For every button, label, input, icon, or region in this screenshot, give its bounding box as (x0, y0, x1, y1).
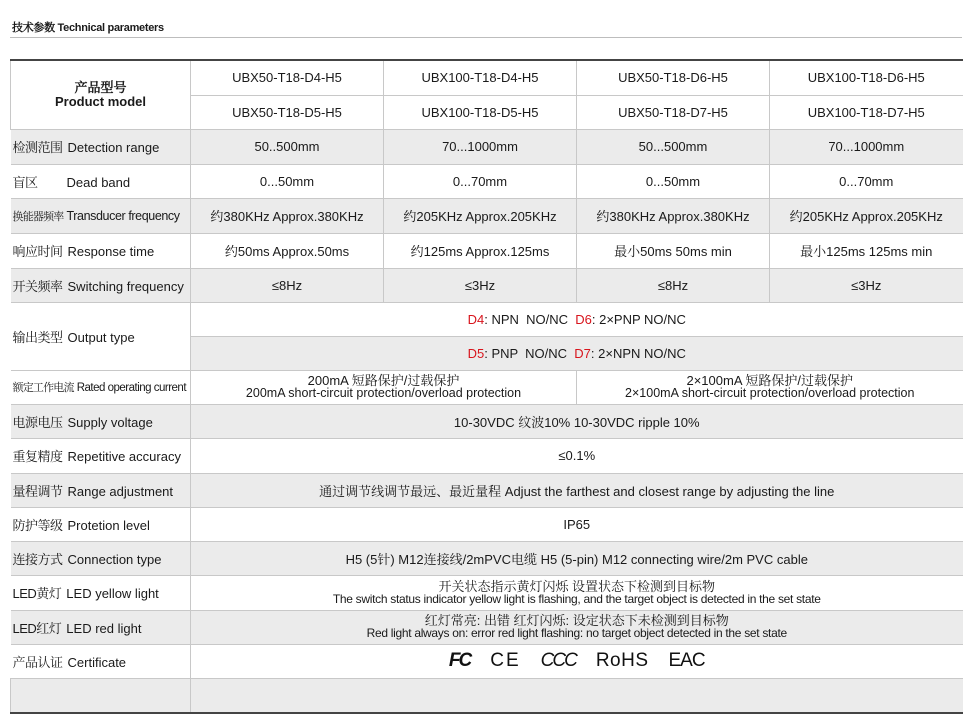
output-code: D5 (467, 345, 485, 361)
label-en: Response time (67, 244, 155, 259)
model-row-1 (11, 60, 963, 95)
label-cn: 换能器频率 (12, 210, 64, 223)
label-cn: 开关频率 (12, 278, 63, 294)
rated-current-cn: 2×100mA 短路保护/过载保护 (686, 373, 854, 388)
repetitive-accuracy-row (11, 438, 963, 473)
rated-current-single (191, 370, 577, 404)
value-cell: 约205KHz Approx.205KHz (384, 198, 577, 233)
rated-current-dual (577, 370, 963, 404)
label-en: Rated operating current (76, 382, 187, 394)
label-cn: 盲区 (12, 174, 38, 190)
empty-cell (191, 678, 963, 713)
certificate-row (11, 644, 963, 678)
product-model-label-en: Product model (54, 93, 146, 109)
label-cn: 重复精度 (12, 449, 63, 464)
value-cell: 最小50ms 50ms min (577, 233, 770, 268)
supply-voltage-row (11, 404, 963, 438)
eac-logo-icon: EAC (668, 650, 705, 671)
protection-level-value: IP65 (191, 507, 963, 541)
label-en: Certificate (67, 654, 127, 670)
ce-logo-icon: CE (490, 650, 521, 671)
label-en: Protetion level (67, 517, 150, 533)
value-cell: 0...70mm (770, 164, 963, 198)
led-yellow-row (11, 575, 963, 610)
led-red-en: Red light always on: error red light flashing: no target object detected in the set state (366, 626, 787, 640)
switching-frequency-label (11, 268, 191, 302)
product-model-label-cn: 产品型号 (74, 79, 127, 95)
output-code: D4 (467, 311, 485, 327)
value-cell: 约205KHz Approx.205KHz (770, 198, 963, 233)
product-model-label (11, 60, 191, 129)
transducer-frequency-row (11, 198, 963, 233)
model-cell: UBX50-T18-D4-H5 (191, 60, 384, 95)
output-text: : 2×NPN NO/NC (590, 345, 686, 361)
certificate-label (11, 644, 191, 678)
label-cn: LED红灯 (12, 620, 62, 636)
led-red-label (11, 610, 191, 644)
label-en: Detection range (67, 140, 160, 155)
supply-voltage-label (11, 404, 191, 438)
value-cell: 0...50mm (577, 164, 770, 198)
value-cell: 0...70mm (384, 164, 577, 198)
detection-range-row (11, 129, 963, 164)
transducer-frequency-label (11, 198, 191, 233)
model-cell: UBX50-T18-D6-H5 (577, 60, 770, 95)
protection-level-row (11, 507, 963, 541)
label-en: Repetitive accuracy (67, 449, 181, 464)
fcc-logo-icon: FC (448, 650, 471, 671)
repetitive-accuracy-label (11, 438, 191, 473)
label-cn: 连接方式 (12, 551, 63, 567)
value-cell: ≤8Hz (577, 268, 770, 302)
dead-band-row (11, 164, 963, 198)
label-en: Transducer frequency (66, 208, 180, 223)
label-cn: 额定工作电流 (12, 382, 74, 394)
label-en: Range adjustment (67, 483, 174, 499)
label-en: Output type (67, 329, 135, 345)
label-en: Connection type (67, 551, 162, 567)
connection-type-label (11, 541, 191, 575)
label-cn: 输出类型 (12, 329, 63, 345)
model-cell: UBX100-T18-D5-H5 (384, 95, 577, 129)
output-text: : 2×PNP NO/NC (591, 311, 686, 327)
output-type-row-1 (11, 302, 963, 336)
response-time-row (11, 233, 963, 268)
value-cell: ≤8Hz (191, 268, 384, 302)
rated-current-row (11, 370, 963, 404)
rated-current-cn: 200mA 短路保护/过载保护 (307, 373, 460, 388)
response-time-label (11, 233, 191, 268)
label-cn: 电源电压 (12, 414, 63, 430)
led-red-row (11, 610, 963, 644)
label-en: Dead band (66, 174, 131, 190)
dead-band-label (11, 164, 191, 198)
value-cell: 约50ms Approx.50ms (191, 233, 384, 268)
range-adjustment-label (11, 473, 191, 507)
value-cell: ≤3Hz (384, 268, 577, 302)
value-cell: 70...1000mm (384, 129, 577, 164)
value-cell: ≤3Hz (770, 268, 963, 302)
model-cell: UBX50-T18-D5-H5 (191, 95, 384, 129)
connection-type-value: H5 (5针) M12连接线/2mPVC电缆 H5 (5-pin) M12 connecting wire/2m PVC cable (191, 541, 963, 575)
output-type-label (11, 302, 191, 370)
rated-current-en: 2×100mA short-circuit protection/overload protection (625, 386, 915, 400)
label-cn: 产品认证 (12, 654, 63, 670)
label-en: Switching frequency (67, 278, 184, 294)
led-yellow-en: The switch status indicator yellow light is flashing, and the target object is detected in the set state (332, 591, 821, 606)
label-cn: LED黄灯 (12, 586, 62, 601)
rated-current-en: 200mA short-circuit protection/overload protection (245, 386, 522, 400)
range-adjustment-row (11, 473, 963, 507)
connection-type-row (11, 541, 963, 575)
led-yellow-value (191, 575, 963, 610)
protection-level-label (11, 507, 191, 541)
value-cell: 50...500mm (577, 129, 770, 164)
led-yellow-cn: 开关状态指示黄灯闪烁 设置状态下检测到目标物 (438, 578, 716, 594)
value-cell: 0...50mm (191, 164, 384, 198)
value-cell: 约380KHz Approx.380KHz (191, 198, 384, 233)
model-cell: UBX100-T18-D6-H5 (770, 60, 963, 95)
led-red-value (191, 610, 963, 644)
page-title: 技术参数 Technical parameters (12, 22, 164, 34)
switching-frequency-row (11, 268, 963, 302)
value-cell: 约125ms Approx.125ms (384, 233, 577, 268)
supply-voltage-value: 10-30VDC 纹波10% 10-30VDC ripple 10% (191, 404, 963, 438)
empty-cell (11, 678, 191, 713)
output-type-line-2 (191, 336, 963, 370)
label-cn: 量程调节 (12, 483, 63, 499)
value-cell: 约380KHz Approx.380KHz (577, 198, 770, 233)
label-en: Supply voltage (67, 414, 153, 430)
output-type-line-1 (191, 302, 963, 336)
ccc-logo-icon: CCC (540, 650, 576, 671)
output-code: D6 (575, 311, 592, 327)
label-cn: 检测范围 (12, 140, 63, 155)
output-text: : PNP NO/NC (484, 345, 575, 361)
repetitive-accuracy-value: ≤0.1% (191, 438, 963, 473)
label-en: LED red light (66, 620, 142, 636)
range-adjustment-value: 通过调节线调节最远、最近量程 Adjust the farthest and closest range by adjusting the line (191, 473, 963, 507)
value-cell: 50..500mm (191, 129, 384, 164)
rated-current-label (11, 370, 191, 404)
rohs-logo-icon: RoHS (595, 650, 649, 671)
label-en: LED yellow light (66, 586, 159, 601)
empty-row (11, 678, 963, 713)
led-yellow-label (11, 575, 191, 610)
output-text: : NPN NO/NC (484, 311, 576, 327)
certificate-marks (191, 644, 963, 678)
model-cell: UBX50-T18-D7-H5 (577, 95, 770, 129)
value-cell: 70...1000mm (770, 129, 963, 164)
model-cell: UBX100-T18-D4-H5 (384, 60, 577, 95)
output-code: D7 (574, 345, 591, 361)
value-cell: 最小125ms 125ms min (770, 233, 963, 268)
detection-range-label (11, 129, 191, 164)
label-cn: 响应时间 (12, 244, 63, 259)
label-cn: 防护等级 (12, 517, 63, 533)
title-divider (10, 37, 962, 38)
technical-parameters-table (10, 59, 963, 714)
led-red-cn: 红灯常亮: 出错 红灯闪烁: 设定状态下未检测到目标物 (424, 613, 729, 628)
model-cell: UBX100-T18-D7-H5 (770, 95, 963, 129)
